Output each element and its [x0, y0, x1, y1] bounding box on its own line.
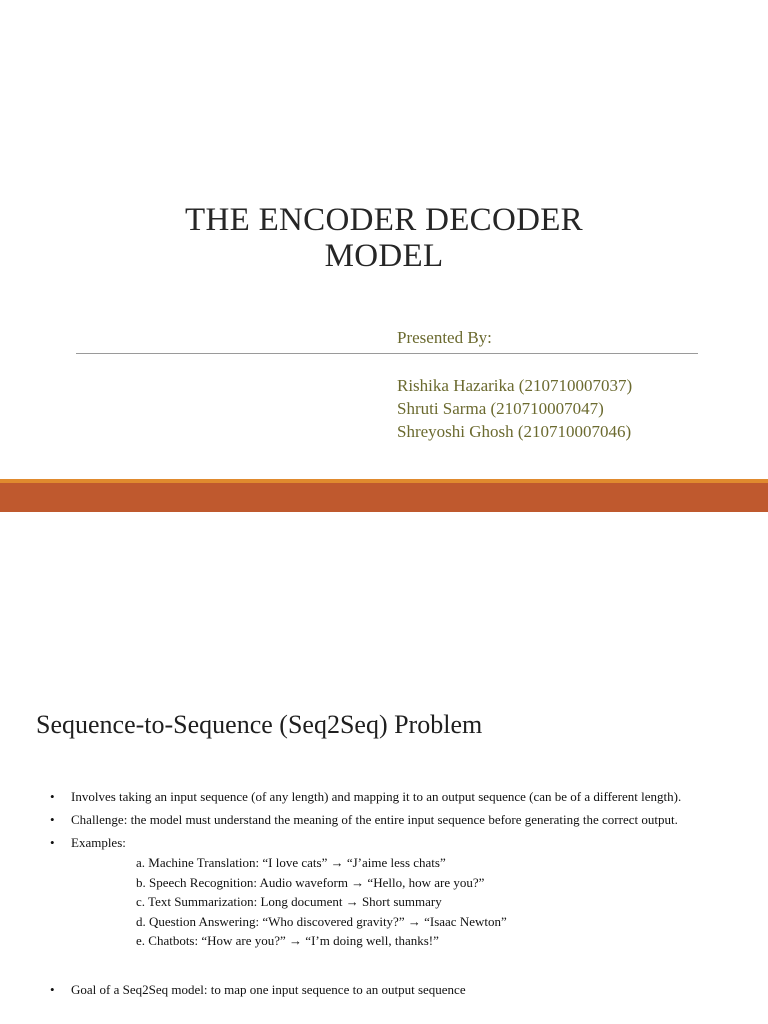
example-item: b. Speech Recognition: Audio waveform → “Hello, how are you?” [136, 874, 485, 890]
title-line-1: THE ENCODER DECODER [184, 202, 583, 238]
bullet-icon: • [50, 789, 55, 804]
bullet-text: Goal of a Seq2Seq model: to map one input sequence to an output sequence [71, 981, 466, 997]
bullet-list [50, 789, 718, 1005]
example-item: d. Question Answering: “Who discovered gravity?” → “Isaac Newton” [136, 913, 507, 929]
bullet-icon: • [50, 812, 55, 827]
examples-list [136, 853, 718, 951]
spacer [50, 959, 718, 982]
example-item: a. Machine Translation: “I love cats” → “J’aime less chats” [136, 855, 446, 870]
slide-title [0, 202, 768, 274]
presented-by-label: Presented By: [397, 328, 492, 347]
slide-heading: Sequence-to-Sequence (Seq2Seq) Problem [36, 710, 483, 739]
divider-line [76, 353, 698, 354]
seq2seq-slide [0, 512, 768, 1024]
bullet-item [50, 835, 718, 951]
bullet-text: Examples: [71, 835, 126, 850]
bullet-text: Challenge: the model must understand the meaning of the entire input sequence before generating the correct output. [71, 812, 678, 827]
title-line-2: MODEL [324, 238, 444, 274]
bullet-text: Involves taking an input sequence (of any length) and mapping it to an output sequence (can be of a different length). [71, 789, 682, 804]
presenter-list [397, 374, 632, 443]
bullet-icon: • [50, 835, 55, 850]
bullet-item [50, 812, 718, 827]
example-item: e. Chatbots: “How are you?” → “I’m doing well, thanks!” [136, 933, 439, 948]
bullet-item [50, 982, 718, 997]
bullet-item [50, 789, 718, 804]
presenter-name: Shreyoshi Ghosh (210710007046) [397, 422, 632, 441]
accent-band-thick [0, 483, 768, 512]
presenter-name: Shruti Sarma (210710007047) [397, 399, 604, 418]
example-item: c. Text Summarization: Long document → Short summary [136, 894, 442, 909]
presenter-name: Rishika Hazarika (210710007037) [397, 376, 633, 395]
bullet-icon: • [50, 981, 55, 997]
